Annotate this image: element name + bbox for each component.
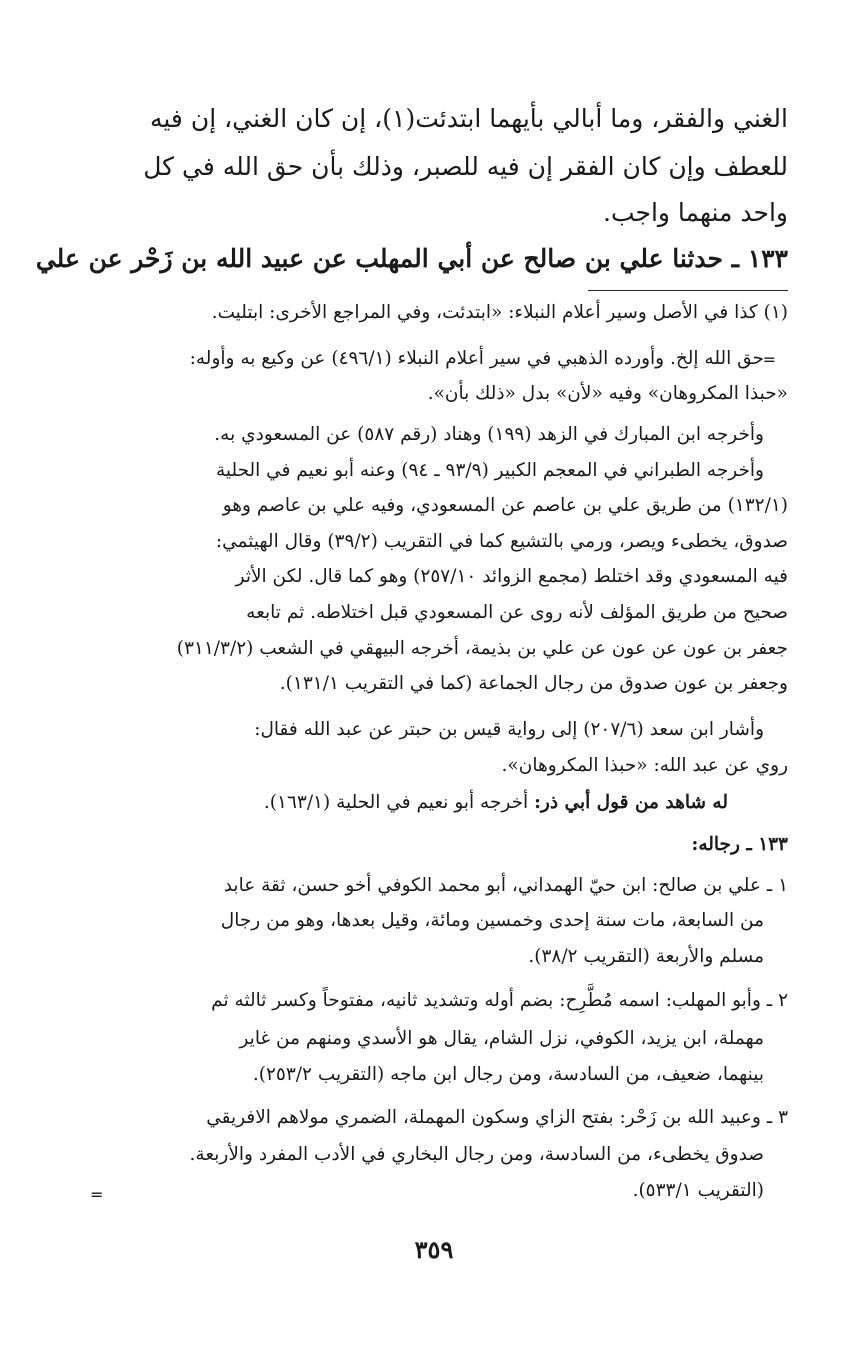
commentary-line-7: فيه المسعودي وقد اختلط (مجمع الزوائد ٢٥٧/١٠) وهو كما قال. لكن الأثر: [235, 566, 788, 587]
rijal-line-3: مسلم والأربعة (التقريب ٣٨/٢).: [528, 946, 764, 967]
rijal-line-8: صدوق يخطىء، من السادسة، ومن رجال البخاري في الأدب المفرد والأربعة.: [189, 1144, 764, 1165]
commentary-line-8: صحيح من طريق المؤلف لأنه روى عن المسعودي قبل اختلاطه. ثم تابعه: [246, 602, 788, 623]
commentary-line-3: وأخرجه ابن المبارك في الزهد (١٩٩) وهناد (رقم ٥٨٧) عن المسعودي به.: [214, 424, 764, 445]
commentary-line-12: روي عن عبد الله: «حبذا المكروهان».: [501, 755, 788, 776]
footnote-1: (١) كذا في الأصل وسير أعلام النبلاء: «ابتدئت، وفي المراجع الأخرى: ابتليت.: [211, 302, 788, 323]
main-text-line-2: للعطف وإن كان الفقر إن فيه للصبر، وذلك بأن حق الله في كل: [143, 152, 788, 181]
continuation-mark-top: =: [762, 350, 776, 369]
main-text-line-1: الغني والفقر، وما أبالي بأيهما ابتدئت(١)، إن كان الغني، إن فيه: [149, 104, 788, 133]
commentary-line-5: (١٣٢/١) من طريق علي بن عاصم عن المسعودي، وفيه علي بن عاصم وهو: [222, 495, 788, 516]
commentary-line-1: حق الله إلخ. وأورده الذهبي في سير أعلام النبلاء (٤٩٦/١) عن وكيع به وأوله:: [189, 348, 764, 369]
commentary-line-4: وأخرجه الطبراني في المعجم الكبير (٩٣/٩ ـ ٩٤) وعنه أبو نعيم في الحلية: [215, 460, 764, 481]
rijal-line-6: بينهما، ضعيف، من السادسة، ومن رجال ابن ماجه (التقريب ٢٥٣/٢).: [252, 1064, 764, 1085]
rijal-line-9: (التقريب ٥٣٣/١).: [632, 1180, 764, 1201]
commentary-line-2: «حبذا المكروهان» وفيه «لأن» بدل «ذلك بأن».: [427, 383, 788, 404]
witness-label-bold: له شاهد من قول أبي ذر:: [534, 792, 728, 813]
rijal-line-1: ١ ـ علي بن صالح: ابن حيّ الهمداني، أبو محمد الكوفي أخو حسن، ثقة عابد: [223, 875, 788, 896]
hadith-133-line: ١٣٣ ـ حدثنا علي بن صالح عن أبي المهلب عن عبيد الله بن زَحْر عن علي: [35, 244, 788, 273]
commentary-line-6: صدوق، يخطىء ويصر، ورمي بالتشيع كما في التقريب (٣٩/٢) وقال الهيثمي:: [215, 531, 788, 552]
rijal-line-4: ٢ ـ وأبو المهلب: اسمه مُطَّرِح: بضم أوله وتشديد ثانيه، مفتوحاً وكسر ثالثه ثم: [211, 990, 788, 1011]
main-text-line-3: واحد منهما واجب.: [603, 198, 788, 227]
rijal-line-7: ٣ ـ وعبيد الله بن زَحْر: بفتح الزاي وسكون المهملة، الضمري مولاهم الافريقي: [206, 1107, 788, 1128]
commentary-line-11: وأشار ابن سعد (٢٠٧/٦) إلى رواية قيس بن حبتر عن عبد الله فقال:: [254, 719, 764, 740]
rijal-line-5: مهملة، ابن يزيد، الكوفي، نزل الشام، يقال هو الأسدي ومنهم من غاير: [239, 1028, 764, 1049]
rijal-heading: ١٣٣ ـ رجاله:: [691, 834, 788, 855]
page-number: ٣٥٩: [414, 1235, 454, 1264]
rijal-line-2: من السابعة، مات سنة إحدى وخمسين ومائة، وقيل بعدها، وهو من رجال: [220, 910, 764, 931]
footnote-separator: [588, 290, 788, 291]
continuation-mark-bottom: =: [90, 1185, 104, 1204]
commentary-witness-label: [264, 792, 728, 813]
commentary-line-9: جعفر بن عون عن عون عن علي بن بذيمة، أخرجه البيهقي في الشعب (٣١١/٣/٢): [176, 638, 788, 659]
commentary-line-10: وجعفر بن عون صدوق من رجال الجماعة (كما في التقريب ١٣١/١).: [279, 673, 788, 694]
witness-source: أخرجه أبو نعيم في الحلية (١٦٣/١).: [263, 792, 529, 813]
